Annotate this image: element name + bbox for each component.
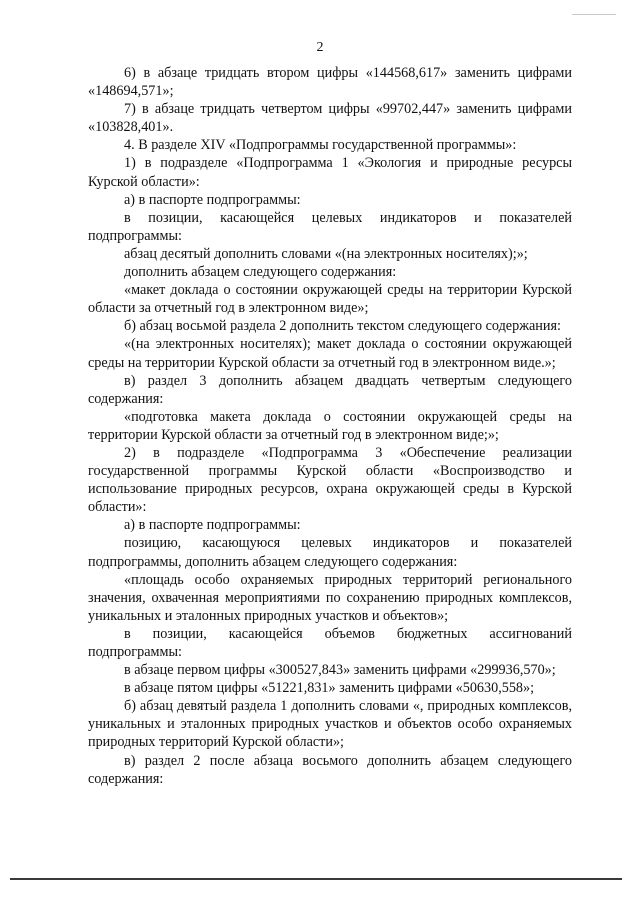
scan-bottom-edge xyxy=(10,878,622,880)
paragraph: абзац десятый дополнить словами «(на электронных носителях);»; xyxy=(124,245,528,262)
page-number: 2 xyxy=(316,40,324,55)
paragraph: в позиции, касающейся целевых индикаторов и показателей подпрограммы: xyxy=(88,209,572,244)
paragraph: «макет доклада о состоянии окружающей среды на территории Курской области за отчетный год в электронном виде»; xyxy=(88,282,572,317)
paragraph: б) абзац восьмой раздела 2 дополнить текстом следующего содержания: xyxy=(124,318,561,335)
paragraph: в абзаце первом цифры «300527,843» заменить цифрами «299936,570»; xyxy=(124,662,556,679)
paragraph: б) абзац девятый раздела 1 дополнить словами «, природных комплексов, уникальных и эталонных природных участков и объектов особо охраняемых природных территорий Курской области»; xyxy=(88,698,572,751)
paragraph: в) раздел 3 дополнить абзацем двадцать четвертым следующего содержания: xyxy=(88,372,572,407)
paragraph: «(на электронных носителях); макет доклада о состоянии окружающей среды на территории Курской области за отчетный год в электронном виде.»; xyxy=(88,336,572,371)
paragraph: а) в паспорте подпрограммы: xyxy=(124,517,301,534)
paragraph: позицию, касающуюся целевых индикаторов и показателей подпрограммы, дополнить абзацем следующего содержания: xyxy=(88,535,572,570)
paragraph: 7) в абзаце тридцать четвертом цифры «99702,447» заменить цифрами «103828,401». xyxy=(88,101,572,136)
paragraph: «площадь особо охраняемых природных территорий регионального значения, охваченная мероприятиями по сохранению природных комплексов, уникальных и эталонных природных участков и объектов»; xyxy=(88,571,572,624)
paragraph: дополнить абзацем следующего содержания: xyxy=(124,264,397,281)
paragraph: «подготовка макета доклада о состоянии окружающей среды на территории Курской области за отчетный год в электронном виде;»; xyxy=(88,408,572,443)
paragraph: в абзаце пятом цифры «51221,831» заменить цифрами «50630,558»; xyxy=(124,680,535,697)
paragraph: в позиции, касающейся объемов бюджетных ассигнований подпрограммы: xyxy=(88,625,572,660)
paragraph: а) в паспорте подпрограммы: xyxy=(124,191,301,208)
scan-edge-mark xyxy=(572,14,616,15)
paragraph: 6) в абзаце тридцать втором цифры «144568,617» заменить цифрами «148694,571»; xyxy=(88,65,572,100)
paragraph: 2) в подразделе «Подпрограмма 3 «Обеспечение реализации государственной программы Курской области «Воспроизводство и использование природных ресурсов, охрана окружающей среды в Курской области»: xyxy=(88,444,572,516)
paragraph: 4. В разделе XIV «Подпрограммы государственной программы»: xyxy=(124,137,517,154)
document-body xyxy=(88,64,572,788)
paragraph: 1) в подразделе «Подпрограмма 1 «Экология и природные ресурсы Курской области»: xyxy=(88,155,572,190)
paragraph: в) раздел 2 после абзаца восьмого дополнить абзацем следующего содержания: xyxy=(88,752,572,787)
